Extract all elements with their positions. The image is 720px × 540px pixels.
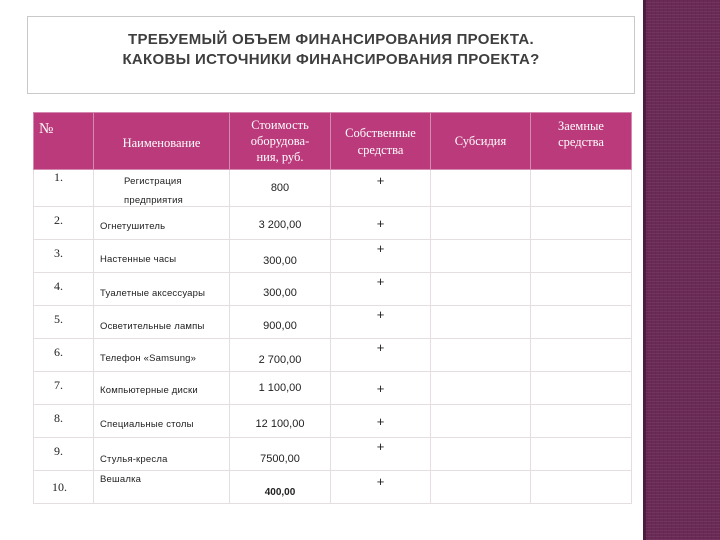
row-name: Стулья-кресла <box>100 454 168 465</box>
cell-num <box>34 372 94 405</box>
header-num-label: № <box>39 121 54 137</box>
header-subsidy <box>431 113 531 170</box>
decorative-side-panel <box>643 0 720 540</box>
row-name: Туалетные аксессуары <box>100 288 206 299</box>
cell-subsidy <box>431 170 531 207</box>
header-loan-funds <box>531 113 632 170</box>
header-name-label: Наименование <box>122 136 201 150</box>
cell-subsidy <box>431 438 531 471</box>
table-row <box>34 273 632 306</box>
cell-own <box>331 273 431 306</box>
header-own-line-1: Собственные <box>345 126 416 140</box>
cell-num <box>34 240 94 273</box>
slide-title-box <box>27 16 635 94</box>
header-cost <box>230 113 331 170</box>
row-own-mark: + <box>376 414 385 429</box>
cell-num <box>34 405 94 438</box>
cell-num <box>34 170 94 207</box>
header-own-line-2: средства <box>357 143 404 157</box>
row-own-mark: + <box>376 173 385 188</box>
cell-name <box>94 273 230 306</box>
cell-own <box>331 405 431 438</box>
cell-own <box>331 207 431 240</box>
cell-cost <box>230 240 331 273</box>
row-num: 3. <box>54 246 63 260</box>
header-loan-line-1: Заемные <box>558 119 604 133</box>
cell-subsidy <box>431 471 531 504</box>
table-row <box>34 471 632 504</box>
header-cost-line-2: оборудова- <box>250 134 310 148</box>
row-cost: 1 100,00 <box>258 382 302 394</box>
cell-name <box>94 207 230 240</box>
row-own-mark: + <box>376 340 385 355</box>
row-own-mark: + <box>376 216 385 231</box>
row-name: Вешалка <box>100 474 142 485</box>
row-cost: 300,00 <box>263 255 297 267</box>
cell-subsidy <box>431 405 531 438</box>
cell-own <box>331 471 431 504</box>
cell-own <box>331 170 431 207</box>
cell-own <box>331 372 431 405</box>
row-own-mark: + <box>376 474 385 489</box>
header-subsidy-label: Субсидия <box>454 134 507 148</box>
row-name: Настенные часы <box>100 254 177 265</box>
cell-loan <box>531 240 632 273</box>
cell-subsidy <box>431 240 531 273</box>
cell-loan <box>531 405 632 438</box>
header-loan-line-2: средства <box>558 135 604 149</box>
row-num: 7. <box>54 378 63 392</box>
table-header-row <box>34 113 632 170</box>
cell-cost <box>230 207 331 240</box>
cell-name <box>94 471 230 504</box>
cell-own <box>331 240 431 273</box>
row-name: Осветительные лампы <box>100 321 205 332</box>
row-own-mark: + <box>376 439 385 454</box>
table-row <box>34 339 632 372</box>
cell-name <box>94 372 230 405</box>
cell-num <box>34 207 94 240</box>
cell-subsidy <box>431 306 531 339</box>
header-cost-line-3: ния, руб. <box>256 150 304 164</box>
row-num: 8. <box>54 411 63 425</box>
table-row <box>34 170 632 207</box>
row-name: Регистрация предприятия <box>124 176 183 206</box>
cell-cost <box>230 273 331 306</box>
cell-subsidy <box>431 339 531 372</box>
row-own-mark: + <box>376 274 385 289</box>
cell-subsidy <box>431 372 531 405</box>
row-cost: 800 <box>270 182 290 194</box>
row-own-mark: + <box>376 307 385 322</box>
cell-cost <box>230 306 331 339</box>
row-name: Специальные столы <box>100 419 194 430</box>
row-cost: 7500,00 <box>260 453 300 465</box>
cell-loan <box>531 273 632 306</box>
table-row <box>34 405 632 438</box>
row-own-mark: + <box>376 381 385 396</box>
side-panel-edge <box>643 0 646 540</box>
row-cost: 400,00 <box>264 487 296 498</box>
slide-title-line-1: ТРЕБУЕМЫЙ ОБЪЕМ ФИНАНСИРОВАНИЯ ПРОЕКТА. <box>128 31 534 48</box>
header-cost-line-1: Стоимость <box>251 118 309 132</box>
cell-subsidy <box>431 273 531 306</box>
row-num: 1. <box>54 170 63 184</box>
cell-name <box>94 306 230 339</box>
row-cost: 900,00 <box>263 320 297 332</box>
cell-num <box>34 306 94 339</box>
cell-name <box>94 240 230 273</box>
cell-own <box>331 306 431 339</box>
row-num: 10. <box>52 480 67 494</box>
header-own-funds <box>331 113 431 170</box>
row-num: 2. <box>54 213 63 227</box>
cell-cost <box>230 405 331 438</box>
row-num: 6. <box>54 345 63 359</box>
row-name: Телефон «Samsung» <box>100 353 197 364</box>
cell-name <box>94 170 230 207</box>
cell-loan <box>531 339 632 372</box>
table-row <box>34 240 632 273</box>
cell-num <box>34 273 94 306</box>
cell-loan <box>531 207 632 240</box>
cell-name <box>94 405 230 438</box>
row-cost: 3 200,00 <box>258 219 302 231</box>
row-cost: 2 700,00 <box>258 354 302 366</box>
cell-num <box>34 471 94 504</box>
table-row <box>34 438 632 471</box>
table-row <box>34 207 632 240</box>
cell-num <box>34 438 94 471</box>
cell-cost <box>230 170 331 207</box>
cell-cost <box>230 339 331 372</box>
cell-loan <box>531 438 632 471</box>
table-row <box>34 306 632 339</box>
cell-loan <box>531 306 632 339</box>
cell-name <box>94 438 230 471</box>
cell-loan <box>531 372 632 405</box>
cell-cost <box>230 438 331 471</box>
header-name <box>94 113 230 170</box>
row-cost: 300,00 <box>263 287 297 299</box>
cell-own <box>331 438 431 471</box>
cell-name <box>94 339 230 372</box>
financing-table <box>33 112 632 504</box>
row-name: Компьютерные диски <box>100 385 198 396</box>
slide-title-line-2: КАКОВЫ ИСТОЧНИКИ ФИНАНСИРОВАНИЯ ПРОЕКТА? <box>122 51 540 68</box>
cell-loan <box>531 471 632 504</box>
cell-own <box>331 339 431 372</box>
cell-cost <box>230 372 331 405</box>
header-num <box>34 113 94 170</box>
row-name: Огнетушитель <box>100 221 166 232</box>
row-num: 9. <box>54 444 63 458</box>
cell-subsidy <box>431 207 531 240</box>
row-own-mark: + <box>376 241 385 256</box>
cell-num <box>34 339 94 372</box>
row-num: 4. <box>54 279 63 293</box>
cell-loan <box>531 170 632 207</box>
row-cost: 12 100,00 <box>255 418 305 430</box>
cell-cost <box>230 471 331 504</box>
row-num: 5. <box>54 312 63 326</box>
table-row <box>34 372 632 405</box>
